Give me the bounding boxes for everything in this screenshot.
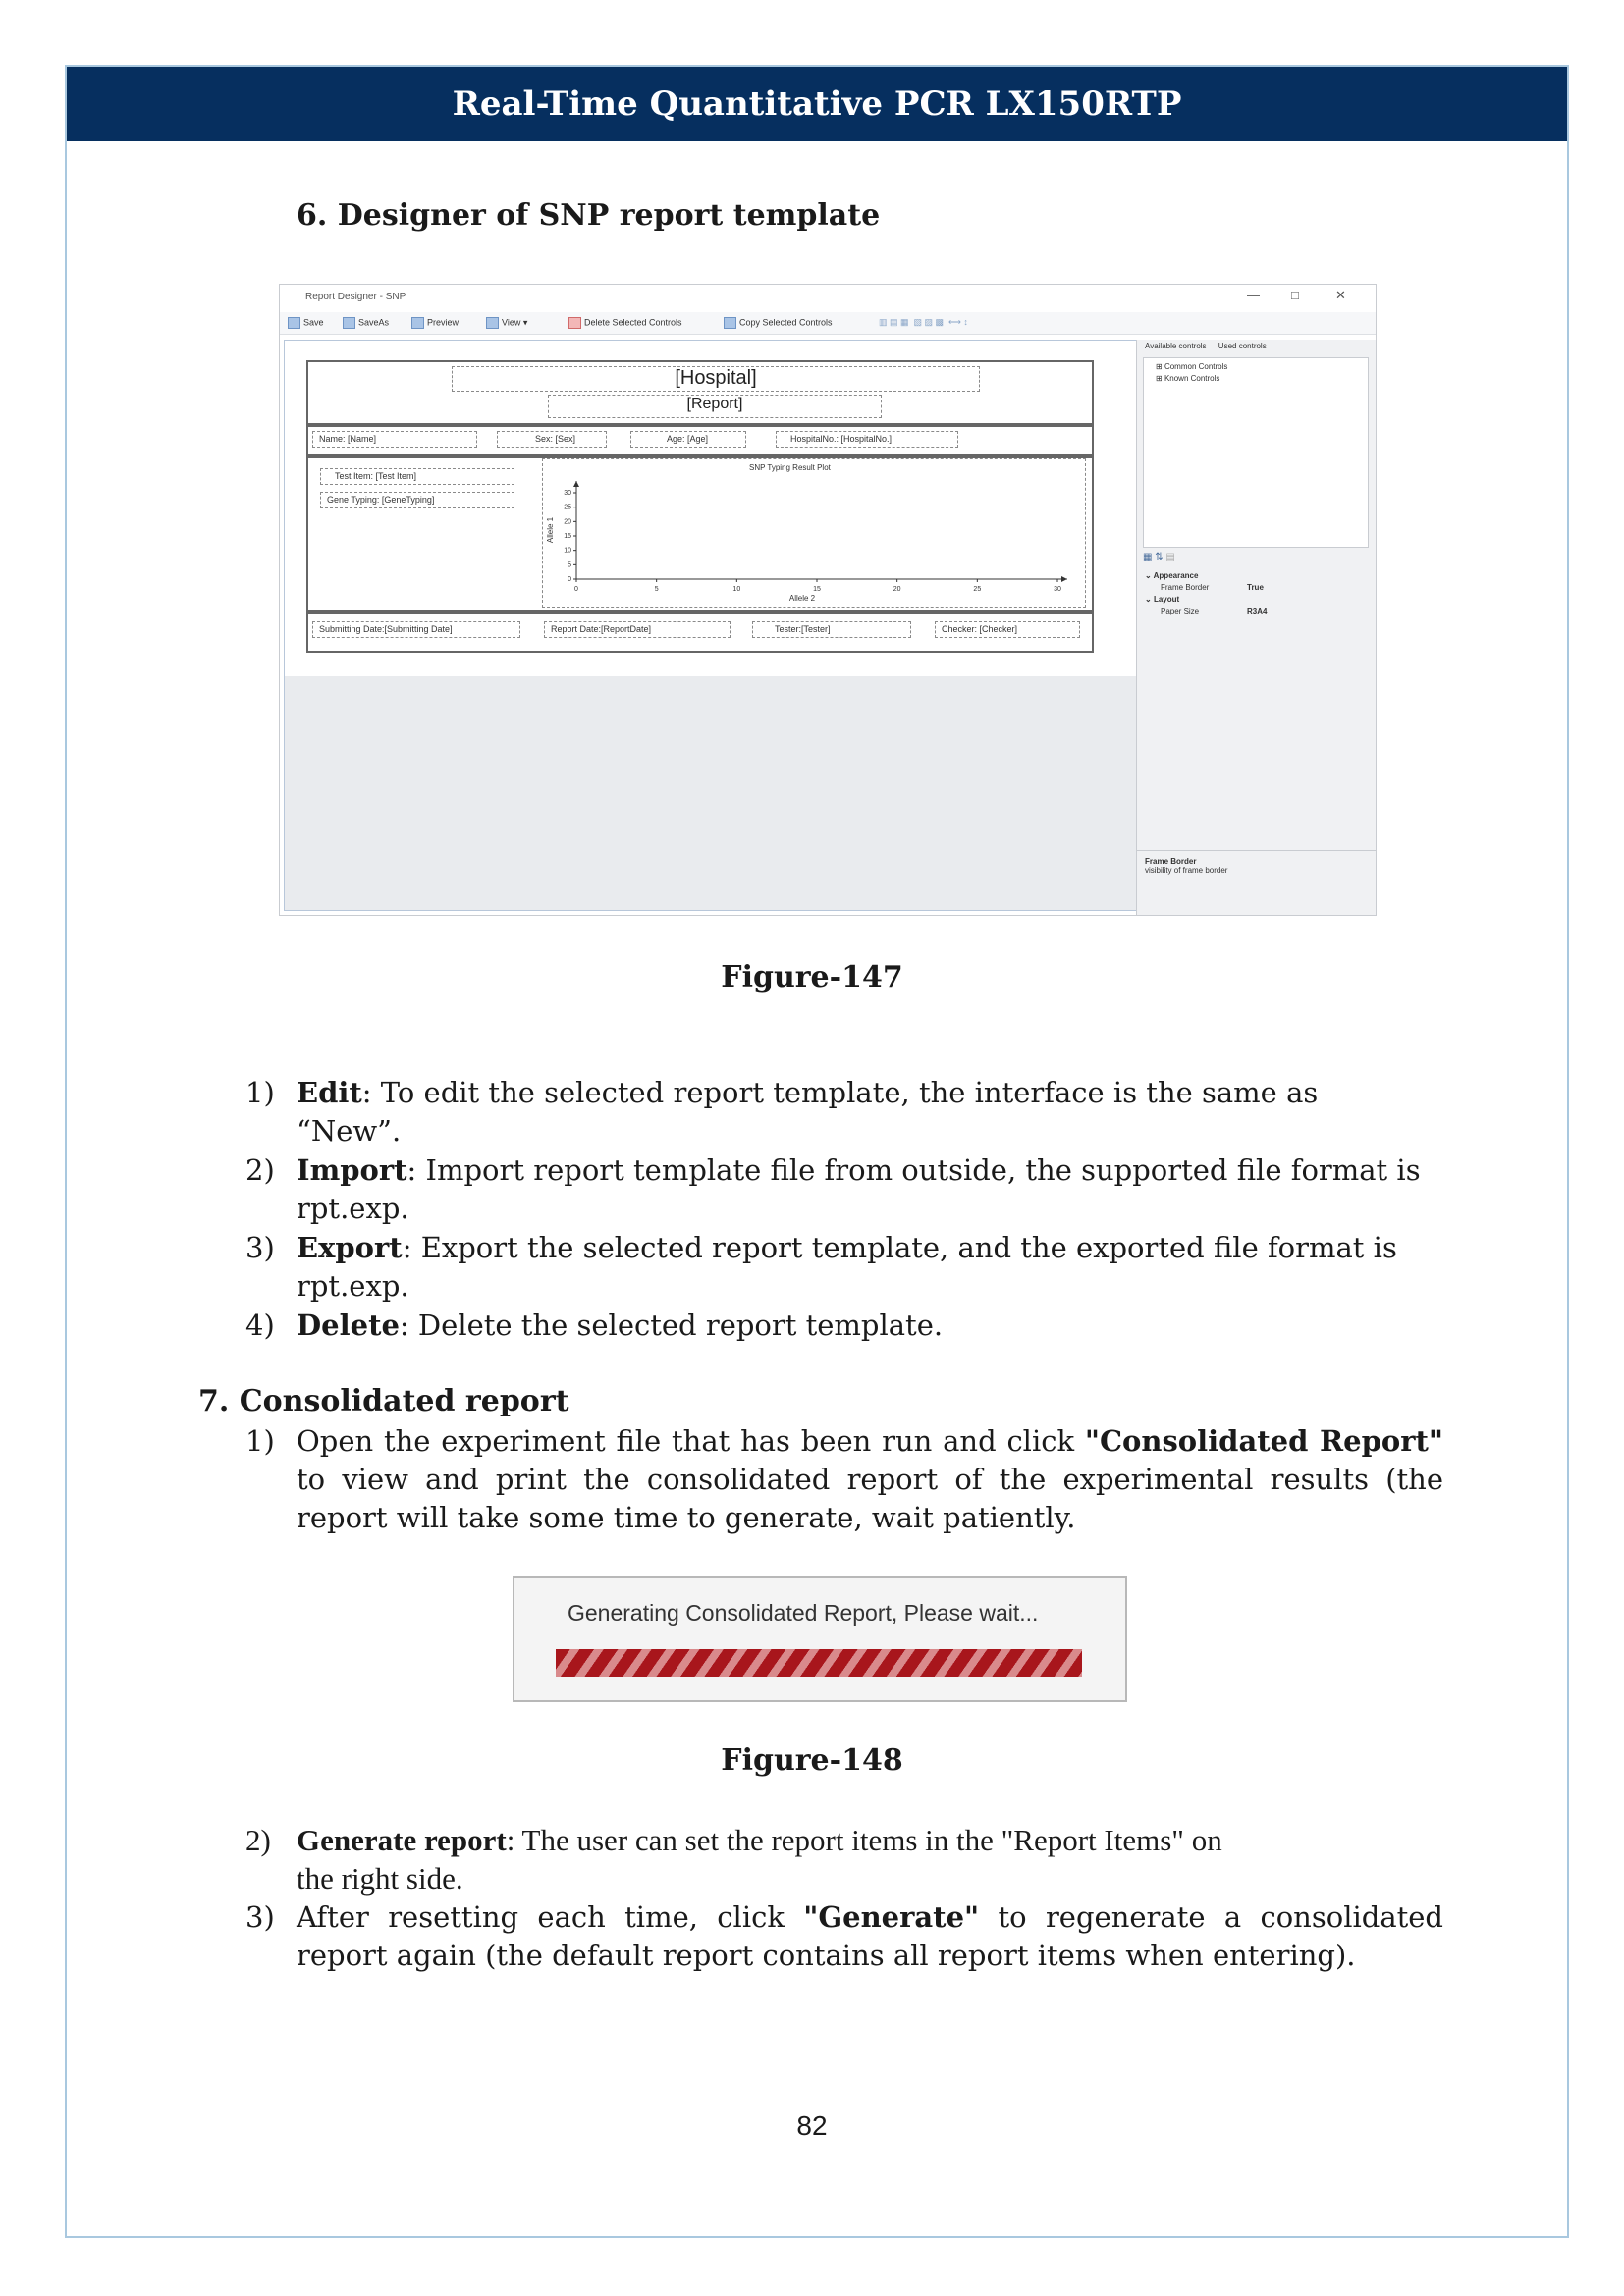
tab-used-controls[interactable]: Used controls [1218, 342, 1267, 350]
prop-paper-size-value[interactable]: R3A4 [1247, 607, 1268, 615]
section-7-heading: 7. Consolidated report [198, 1384, 569, 1418]
saveas-button[interactable]: SaveAs [343, 317, 389, 329]
y-tick-label: 10 [564, 547, 571, 555]
snp-plot-svg [543, 459, 1085, 607]
list-item-edit: 1) Edit: To edit the selected report template, the interface is the same as “New”. [245, 1076, 1319, 1148]
hospital-no-field[interactable]: HospitalNo.: [HospitalNo.] [776, 431, 958, 448]
page-number: 82 [796, 2110, 828, 2141]
y-tick-label: 30 [564, 490, 571, 497]
delete-icon [568, 317, 581, 329]
section-6-heading: 6. Designer of SNP report template [297, 198, 881, 233]
list-item-generate-again: 3) After resetting each time, click "Generate" to regenerate a consolidated report again (the default report contains all report items when entering). [245, 1900, 1443, 1972]
snp-plot[interactable] [542, 458, 1086, 608]
y-tick-label: 15 [564, 533, 571, 540]
x-tick-label: 20 [893, 586, 901, 593]
y-tick-label: 5 [568, 561, 571, 569]
align-icons[interactable]: ▥ ▤ ▦ ▧ ▨ ▩ ⟷ ↕ [879, 317, 968, 327]
x-tick-label: 10 [732, 586, 741, 593]
design-canvas[interactable] [284, 340, 1138, 911]
copy-selected-controls-button[interactable]: Copy Selected Controls [724, 317, 833, 329]
y-tick-label: 25 [564, 504, 571, 511]
list-item-export: 3) Export: Export the selected report template, and the exported file format is rpt.exp. [245, 1231, 1397, 1303]
saveas-icon [343, 317, 355, 329]
list-item-consolidated-open: 1) Open the experiment file that has been run and click "Consolidated Report" to view and print the consolidated report of the experimental results (the report will take some time to generate, wait patiently. [245, 1424, 1444, 1534]
property-description [1137, 850, 1377, 915]
prop-frame-border-name: Frame Border [1161, 583, 1210, 592]
save-icon [288, 317, 300, 329]
prop-group-appearance[interactable]: ⌄ Appearance [1145, 571, 1199, 580]
gene-typing-field[interactable]: Gene Typing: [GeneTyping] [320, 492, 514, 508]
controls-tree [1143, 357, 1369, 548]
delete-selected-controls-button[interactable]: Delete Selected Controls [568, 317, 682, 329]
report-designer-window [279, 284, 1377, 916]
sex-field[interactable]: Sex: [Sex] [497, 431, 607, 448]
x-tick-label: 0 [574, 586, 578, 593]
generating-report-dialog [513, 1576, 1127, 1702]
chart-title: SNP Typing Result Plot [749, 463, 831, 472]
hospital-field: [Hospital] [675, 367, 757, 389]
alphabetical-icon[interactable]: ⇅ [1155, 552, 1164, 562]
preview-button[interactable]: Preview [411, 317, 459, 329]
description-title: Frame Border [1145, 857, 1197, 866]
property-pages-icon[interactable]: ▤ [1165, 552, 1175, 562]
checker-field[interactable]: Checker: [Checker] [935, 621, 1080, 638]
report-paper [285, 341, 1137, 676]
progress-fill [556, 1649, 1082, 1677]
x-axis-arrow [1061, 576, 1067, 582]
list-item-delete: 4) Delete: Delete the selected report template. [245, 1308, 944, 1342]
minimize-button[interactable]: — [1247, 288, 1260, 302]
prop-frame-border-value[interactable]: True [1247, 583, 1264, 592]
figure-147-caption: Figure-147 [721, 960, 903, 994]
list-item-generate-report: 2) Generate report: The user can set the report items in the "Report Items" on the right side. [245, 1823, 1222, 1896]
tester-field[interactable]: Tester:[Tester] [752, 621, 911, 638]
submitting-date-field[interactable]: Submitting Date:[Submitting Date] [312, 621, 520, 638]
x-tick-label: 5 [654, 586, 659, 593]
x-tick-label: 15 [813, 586, 821, 593]
page-header: Real-Time Quantitative PCR LX150RTP [67, 67, 1567, 141]
prop-paper-size-name: Paper Size [1161, 607, 1200, 615]
preview-icon [411, 317, 424, 329]
progress-bar [556, 1649, 1082, 1677]
tab-available-controls[interactable]: Available controls [1145, 342, 1207, 350]
list-item-import: 2) Import: Import report template file from outside, the supported file format is rpt.exp. [245, 1153, 1421, 1225]
designer-toolbar [280, 312, 1376, 335]
save-button[interactable]: Save [288, 317, 324, 329]
side-tabs [1145, 342, 1276, 350]
tree-item-common-controls[interactable]: ⊞ Common Controls [1156, 362, 1228, 371]
x-axis-label: Allele 2 [788, 594, 816, 603]
y-axis-label: Allele 1 [546, 516, 555, 544]
y-tick-label: 0 [568, 576, 571, 583]
x-tick-label: 30 [1054, 586, 1061, 593]
description-text: visibility of frame border [1145, 866, 1228, 875]
view-icon [486, 317, 499, 329]
y-tick-label: 20 [564, 518, 571, 526]
maximize-button[interactable]: □ [1291, 288, 1299, 302]
close-button[interactable]: ✕ [1335, 288, 1346, 302]
dialog-message: Generating Consolidated Report, Please wait... [568, 1600, 1039, 1626]
report-field: [Report] [686, 396, 743, 412]
prop-group-layout[interactable]: ⌄ Layout [1145, 595, 1180, 604]
test-item-field[interactable]: Test Item: [Test Item] [320, 468, 514, 485]
copy-icon [724, 317, 736, 329]
tree-item-known-controls[interactable]: ⊞ Known Controls [1156, 374, 1220, 383]
report-date-field[interactable]: Report Date:[ReportDate] [544, 621, 731, 638]
y-axis-arrow [573, 481, 579, 487]
name-field[interactable]: Name: [Name] [312, 431, 477, 448]
window-title: Report Designer - SNP [305, 292, 406, 302]
x-tick-label: 25 [973, 586, 982, 593]
age-field[interactable]: Age: [Age] [630, 431, 746, 448]
property-toolbar [1143, 552, 1175, 562]
categorized-icon[interactable]: ▦ [1143, 552, 1153, 562]
figure-148-caption: Figure-148 [721, 1743, 903, 1778]
side-panel [1136, 340, 1377, 915]
view-button[interactable]: View ▾ [486, 317, 527, 329]
